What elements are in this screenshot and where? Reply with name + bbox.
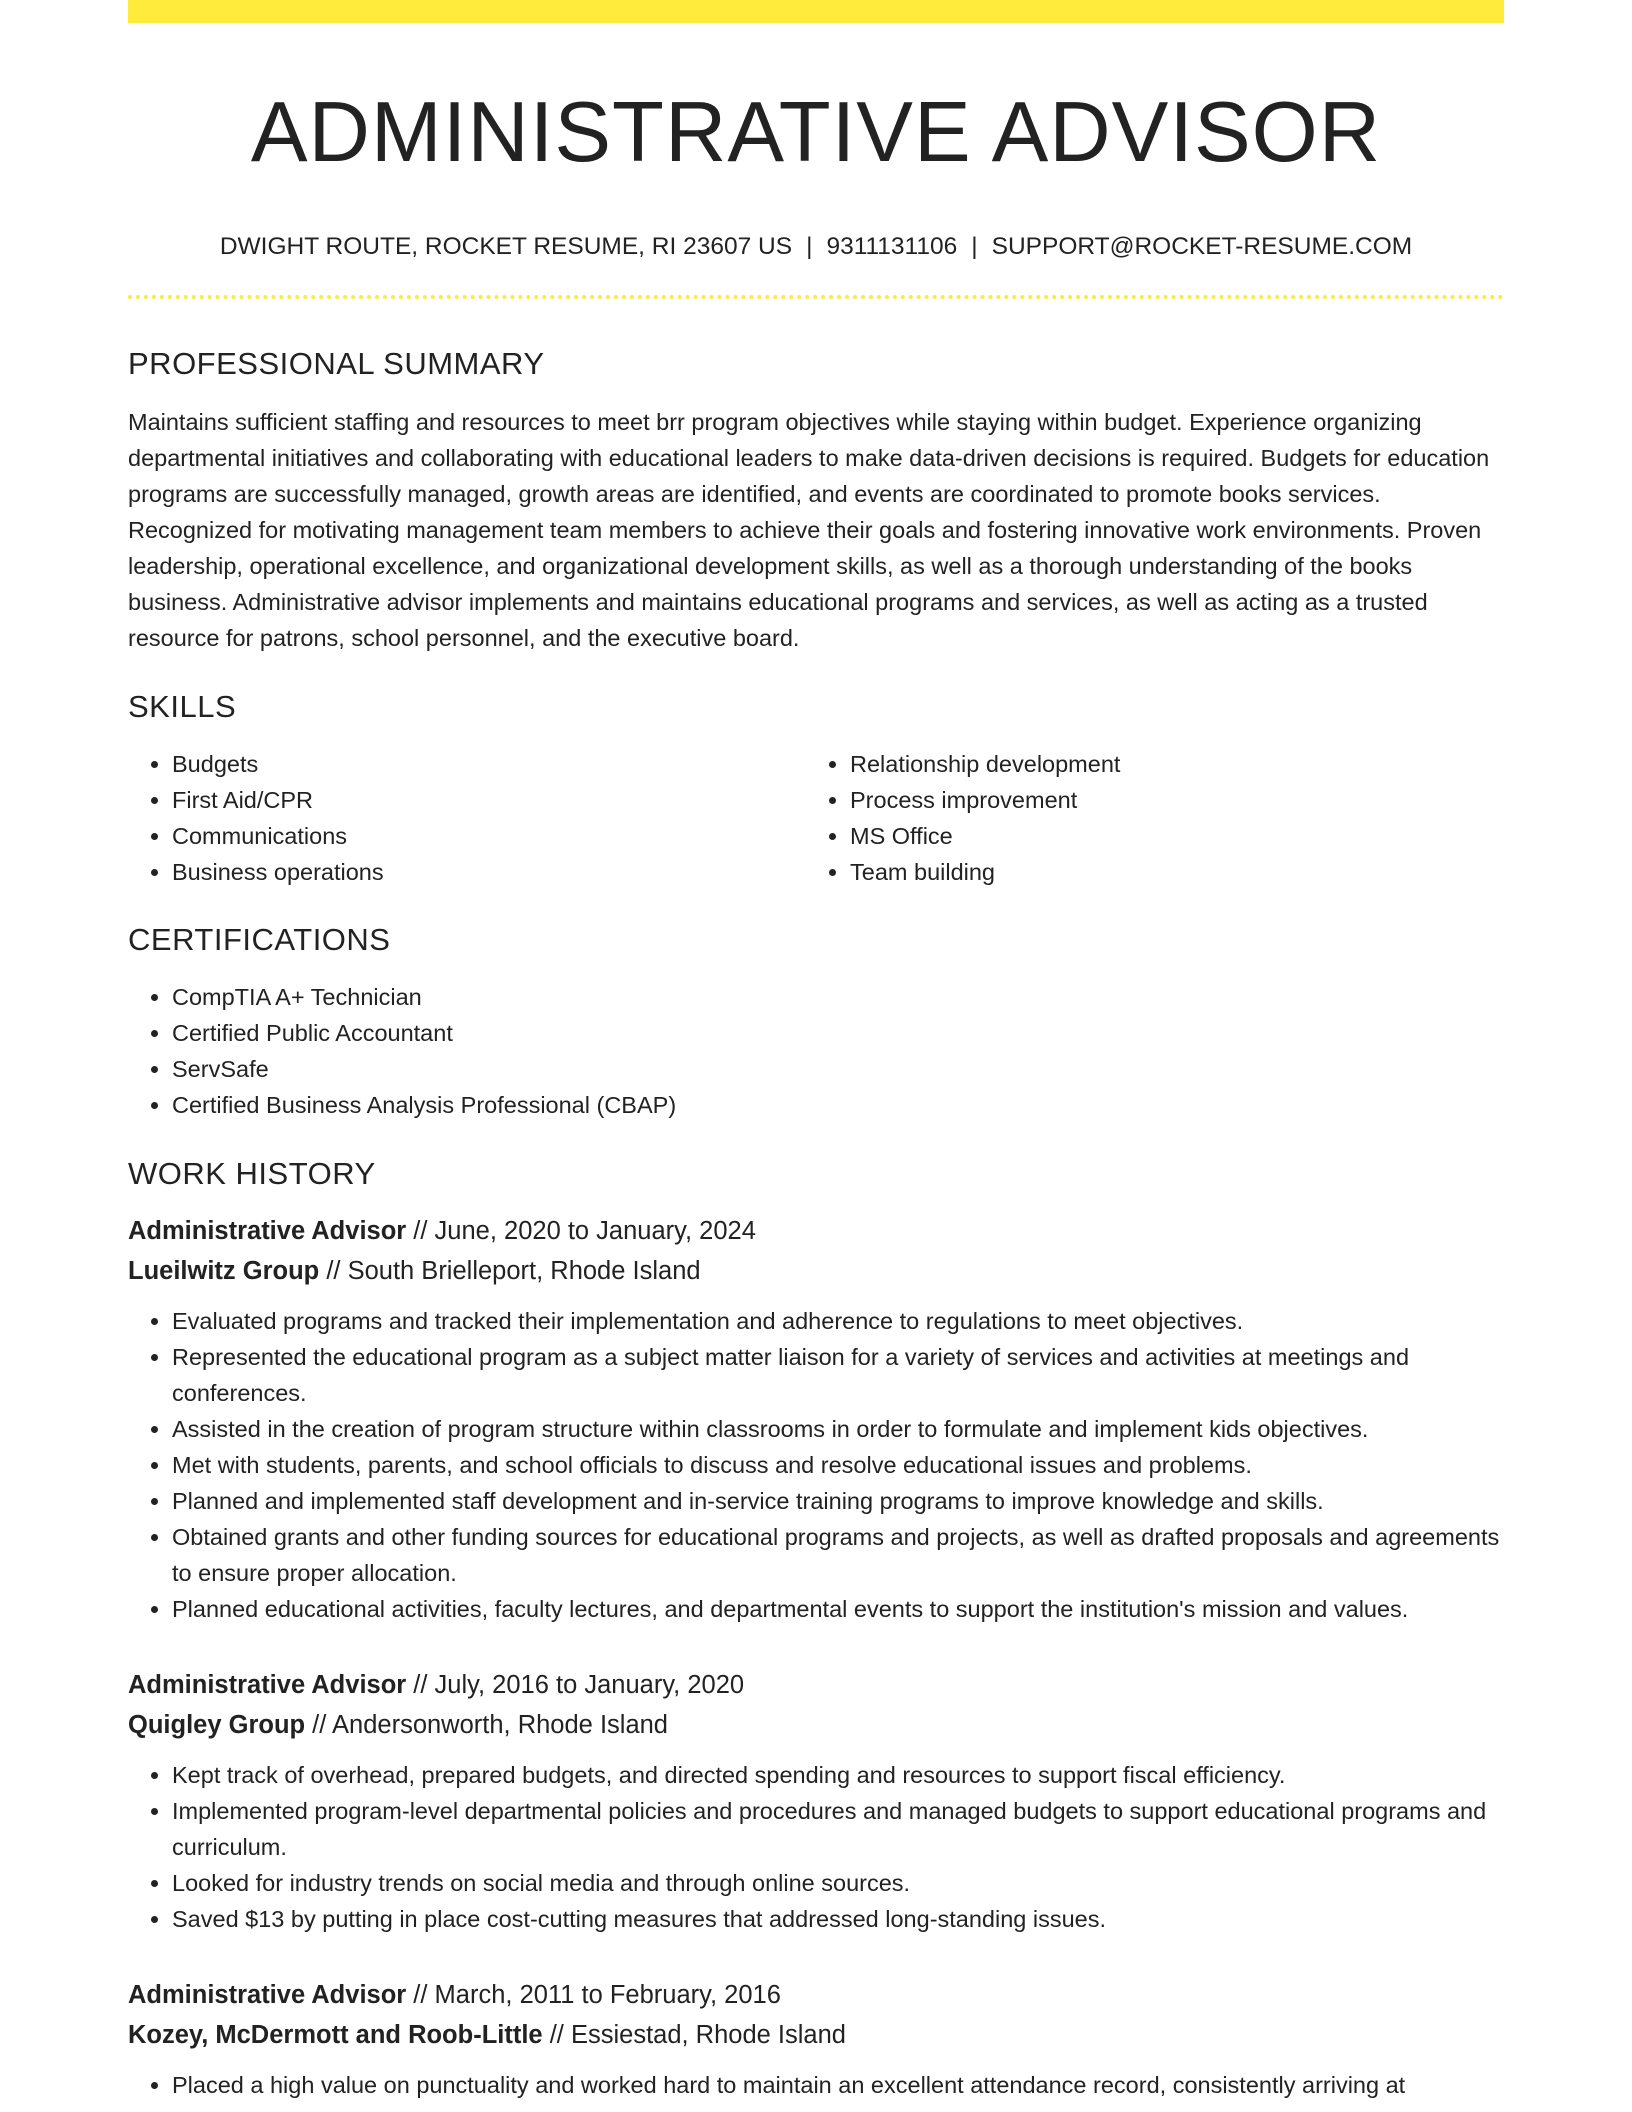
- job-location: // South Brielleport, Rhode Island: [319, 1256, 701, 1285]
- job-title-line: [128, 1211, 1504, 1251]
- job-position: Administrative Advisor: [128, 1670, 407, 1699]
- job-company-line: [128, 1705, 1504, 1745]
- job-bullet: • Saved $13 by putting in place cost-cutting measures that addressed long-standing issues.: [172, 1901, 1504, 1937]
- certification-item: • ServSafe: [172, 1051, 1504, 1087]
- skill-item: • Team building: [850, 854, 1484, 890]
- job-bullets: [128, 1757, 1504, 1937]
- dotted-divider: [128, 295, 1504, 299]
- contact-separator: |: [971, 232, 978, 260]
- skill-item: • Budgets: [172, 746, 806, 782]
- certifications-list: [128, 979, 1504, 1123]
- certifications-heading: CERTIFICATIONS: [128, 922, 391, 958]
- skill-item: • MS Office: [850, 818, 1484, 854]
- job-bullet: • Planned educational activities, faculty lectures, and departmental events to support the institution's mission and values.: [172, 1591, 1504, 1627]
- accent-bar: [128, 0, 1504, 23]
- certification-item: • Certified Business Analysis Professional (CBAP): [172, 1087, 1504, 1123]
- job-position: Administrative Advisor: [128, 1980, 407, 2009]
- job-bullet: • Planned and implemented staff development and in-service training programs to improve knowledge and skills.: [172, 1483, 1504, 1519]
- job-location: // Andersonworth, Rhode Island: [305, 1710, 668, 1739]
- skills-list: [128, 746, 1504, 890]
- skills-heading: SKILLS: [128, 689, 237, 725]
- skill-item: • Process improvement: [850, 782, 1484, 818]
- job-entry: [128, 1211, 1504, 1627]
- job-bullet: • Kept track of overhead, prepared budgets, and directed spending and resources to support fiscal efficiency.: [172, 1757, 1504, 1793]
- job-company: Kozey, McDermott and Roob-Little: [128, 2020, 543, 2049]
- job-bullet: • Implemented program-level departmental policies and procedures and managed budgets to support educational programs and curriculum.: [172, 1793, 1504, 1865]
- job-bullets: [128, 2067, 1504, 2103]
- skill-item: • Communications: [172, 818, 806, 854]
- job-bullet: • Looked for industry trends on social media and through online sources.: [172, 1865, 1504, 1901]
- certification-item: • CompTIA A+ Technician: [172, 979, 1504, 1015]
- job-dates: // March, 2011 to February, 2016: [406, 1980, 781, 2009]
- job-title-line: [128, 1665, 1504, 1705]
- job-bullet: • Evaluated programs and tracked their implementation and adherence to regulations to meet objectives.: [172, 1303, 1504, 1339]
- resume-page: [128, 0, 1504, 2103]
- contact-separator: |: [806, 232, 813, 260]
- job-company-line: [128, 1251, 1504, 1291]
- job-dates: // June, 2020 to January, 2024: [406, 1216, 756, 1245]
- resume-name: ADMINISTRATIVE ADVISOR: [250, 85, 1382, 180]
- certification-item: • Certified Public Accountant: [172, 1015, 1504, 1051]
- job-company: Quigley Group: [128, 1710, 306, 1739]
- contact-email: SUPPORT@ROCKET-RESUME.COM: [991, 232, 1413, 260]
- skill-item: • First Aid/CPR: [172, 782, 806, 818]
- skills-column-left: [128, 746, 806, 890]
- job-bullet: • Assisted in the creation of program structure within classrooms in order to formulate and implement kids objectives.: [172, 1411, 1504, 1447]
- job-bullet: • Represented the educational program as a subject matter liaison for a variety of services and activities at meetings and conferences.: [172, 1339, 1504, 1411]
- job-position: Administrative Advisor: [128, 1216, 407, 1245]
- job-bullet: • Met with students, parents, and school officials to discuss and resolve educational issues and problems.: [172, 1447, 1504, 1483]
- work-history-heading: WORK HISTORY: [128, 1156, 376, 1192]
- job-bullets: [128, 1303, 1504, 1627]
- contact-phone: 9311131106: [826, 232, 958, 260]
- skills-column-right: [806, 746, 1484, 890]
- summary-text: Maintains sufficient staffing and resources to meet brr program objectives while staying within budget. Experience organizing departmental initiatives and collaborating with educational leaders to make data-driven decisions is required. Budgets for education programs are successfully managed, growth areas are identified, and events are coordinated to promote books services. Recognized for motivating management team members to achieve their goals and fostering innovative work environments. Proven leadership, operational excellence, and organizational development skills, as well as a thorough understanding of the books business. Administrative advisor implements and maintains educational programs and services, as well as acting as a trusted resource for patrons, school personnel, and the executive board.: [128, 409, 1490, 652]
- contact-line: [128, 232, 1504, 261]
- job-company: Lueilwitz Group: [128, 1256, 320, 1285]
- job-entry: [128, 1665, 1504, 1937]
- job-company-line: [128, 2015, 1504, 2055]
- skill-item: • Business operations: [172, 854, 806, 890]
- job-title-line: [128, 1975, 1504, 2015]
- job-bullet: • Obtained grants and other funding sources for educational programs and projects, as well as drafted proposals and agreements to ensure proper allocation.: [172, 1519, 1504, 1591]
- job-location: // Essiestad, Rhode Island: [542, 2020, 846, 2049]
- job-bullet: • Placed a high value on punctuality and worked hard to maintain an excellent attendance record, consistently arriving at: [172, 2067, 1504, 2103]
- job-dates: // July, 2016 to January, 2020: [406, 1670, 745, 1699]
- contact-address: DWIGHT ROUTE, ROCKET RESUME, RI 23607 US: [219, 232, 793, 260]
- summary-heading: PROFESSIONAL SUMMARY: [128, 345, 545, 381]
- job-entry: [128, 1975, 1504, 2103]
- skill-item: • Relationship development: [850, 746, 1484, 782]
